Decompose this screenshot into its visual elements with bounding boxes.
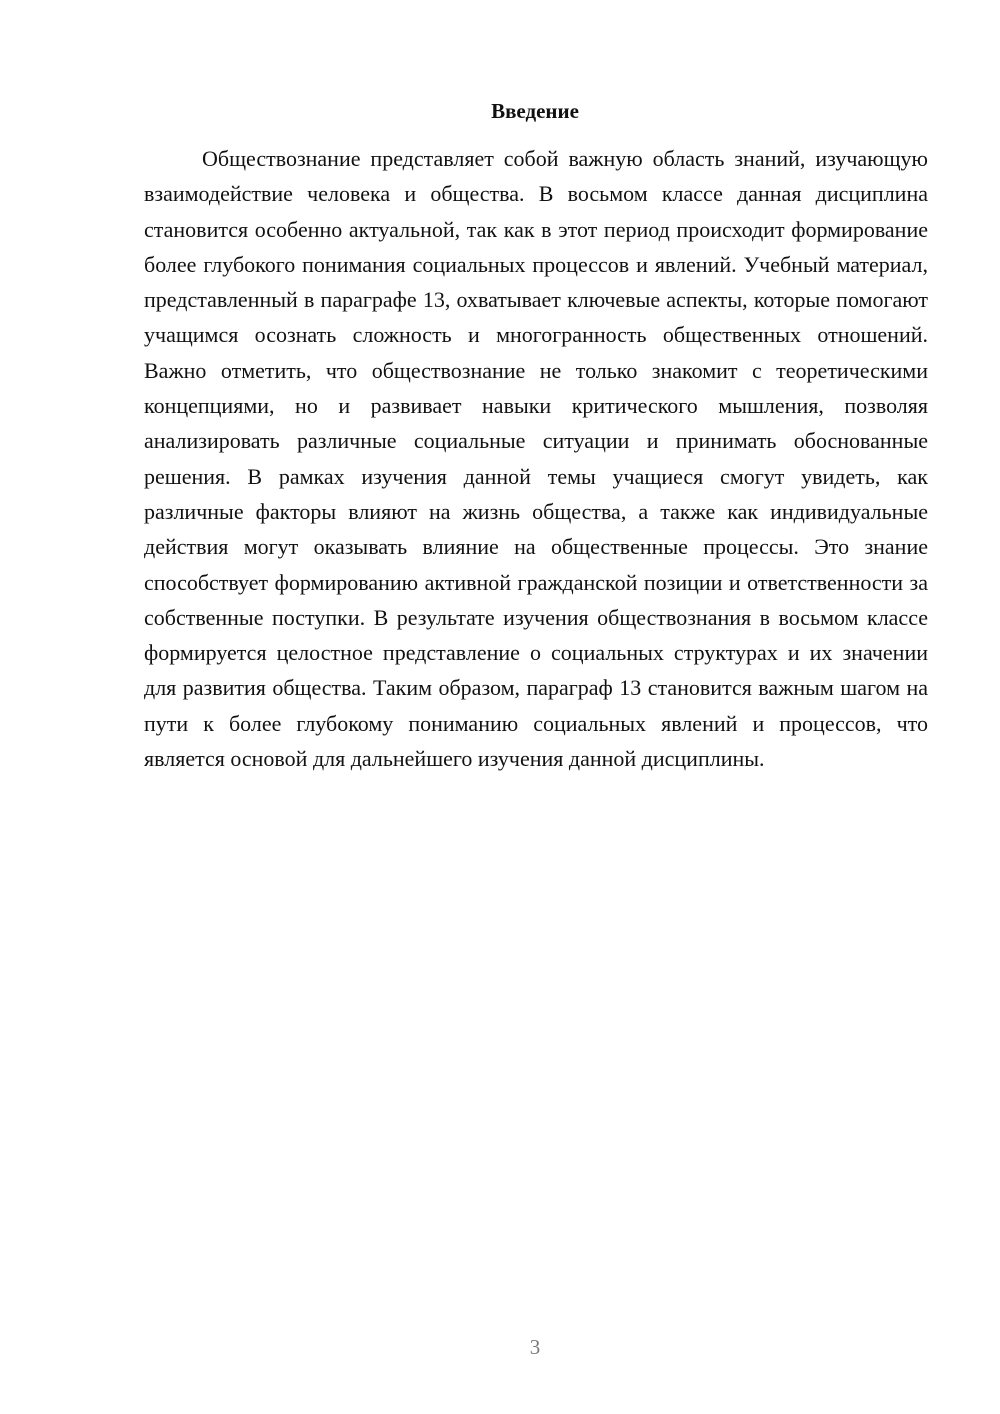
section-heading: Введение xyxy=(491,99,579,123)
page-number: 3 xyxy=(529,1335,541,1359)
body-paragraph: Обществознание представляет собой важную область знаний, изучающую взаимодействие человека и общества. В восьмом классе данная дисциплина становится особенно актуальной, так как в этот период происходит формирование более глубокого понимания социальных процессов и явлений. Учебный материал, представленный в параграфе 13, охватывает ключевые аспекты, которые помогают учащимся осознать сложность и многогранность общественных отношений. Важно отметить, что обществознание не только знакомит с теоретическими концепциями, но и развивает навыки критического мышления, позволяя анализировать различные социальные ситуации и принимать обоснованные решения. В рамках изучения данной темы учащиеся смогут увидеть, как различные факторы влияют на жизнь общества, а также как индивидуальные действия могут оказывать влияние на общественные процессы. Это знание способствует формированию активной гражданской позиции и ответственности за собственные поступки. В результате изучения обществознания в восьмом классе формируется целостное представление о социальных структурах и их значении для развития общества. Таким образом, параграф 13 становится важным шагом на пути к более глубокому пониманию социальных явлений и процессов, что является основой для дальнейшего изучения данной дисциплины. xyxy=(144,146,928,772)
